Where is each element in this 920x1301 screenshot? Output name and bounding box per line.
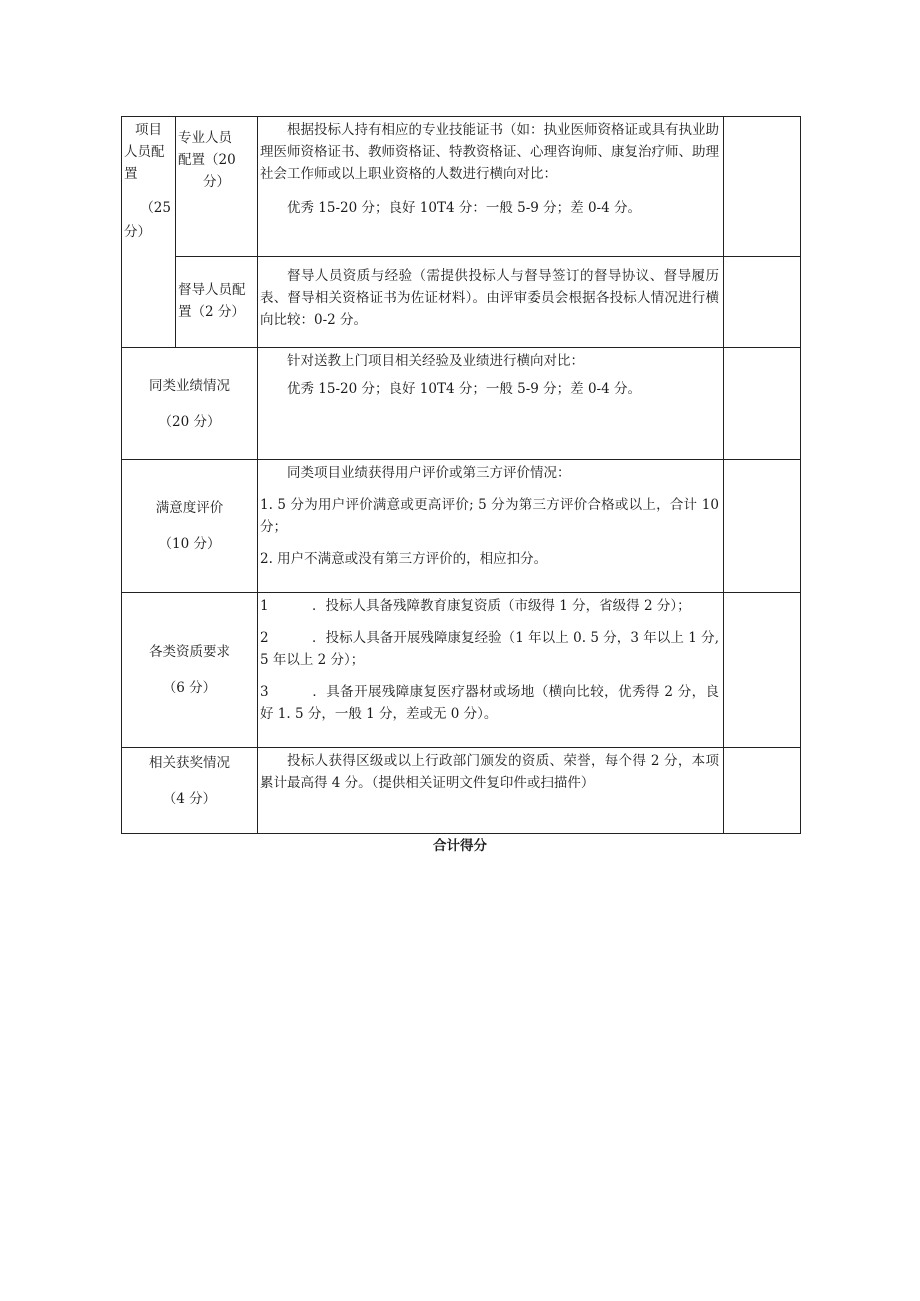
score-cell <box>724 748 801 834</box>
scoring-table <box>121 116 801 834</box>
table-row <box>122 748 801 834</box>
item-text: ．具备开展残障康复医疗器材或场地（横向比较，优秀得 2 分，良好 1. 5 分，一般 1 分，差或无 0 分）。 <box>260 684 719 722</box>
list-item <box>260 627 719 671</box>
qualification-criteria <box>258 593 724 748</box>
item-text: ．投标人具备开展残障康复经验（1 年以上 0. 5 分，3 年以上 1 分, 5 年以上 2 分）； <box>260 630 719 668</box>
category-title: 相关获奖情况 <box>149 755 230 771</box>
criteria-text: 1. 5 分为用户评价满意或更高评价; 5 分为第三方评价合格或以上，合计 10 分； <box>260 497 719 535</box>
criteria-text: 同类项目业绩获得用户评价或第三方评价情况： <box>287 465 571 481</box>
supervisor-criteria <box>258 257 724 348</box>
professional-label-line: 配置（20 <box>178 152 236 168</box>
personnel-category-cell <box>122 117 176 348</box>
category-line: 分） <box>124 224 151 240</box>
satisfaction-criteria <box>258 460 724 593</box>
professional-staff-criteria <box>258 117 724 257</box>
table-row <box>122 348 801 460</box>
supervisor-label-cell <box>176 257 258 348</box>
professional-label-line: 分） <box>203 174 230 190</box>
awards-criteria <box>258 748 724 834</box>
score-cell <box>724 348 801 460</box>
criteria-text: 投标人获得区级或以上行政部门颁发的资质、荣誉，每个得 2 分，本项累计最高得 4 分。（提供相关证明文件复印件或扫描件） <box>260 753 719 791</box>
criteria-text: 根据投标人持有相应的专业技能证书（如：执业医师资格证或具有执业助理医师资格证书、教师资格证、特教资格证、心理咨询师、康复治疗师、助理社会工作师或以上职业资格的人数进行横向对比： <box>260 122 719 182</box>
category-line: 人员配 <box>124 144 165 160</box>
supervisor-label-line: 督导人员配 <box>178 282 246 298</box>
score-cell <box>724 257 801 348</box>
criteria-text: 优秀 15-20 分；良好 10T4 分；一般 5-9 分；差 0-4 分。 <box>287 381 641 397</box>
table-row <box>122 460 801 593</box>
table-row <box>122 117 801 257</box>
item-number: 3 <box>260 684 269 700</box>
category-title: 同类业绩情况 <box>149 377 230 394</box>
category-line: 项目 <box>135 122 162 138</box>
item-number: 1 <box>260 598 269 614</box>
score-cell <box>724 117 801 257</box>
item-text: ．投标人具备残障教育康复资质（市级得 1 分，省级得 2 分）； <box>312 598 691 614</box>
category-line: （25 <box>140 200 171 216</box>
list-item <box>260 595 719 617</box>
supervisor-label-line: 置（2 分） <box>178 304 245 320</box>
score-cell <box>724 460 801 593</box>
criteria-text: 优秀 15-20 分；良好 10T4 分：一般 5-9 分；差 0-4 分。 <box>287 200 641 216</box>
item-number: 2 <box>260 630 269 646</box>
list-item <box>260 681 719 725</box>
criteria-text: 督导人员资质与经验（需提供投标人与督导签订的督导协议、督导履历表、督导相关资格证书为佐证材料）。由评审委员会根据各投标人情况进行横向比较：0-2 分。 <box>260 268 719 328</box>
category-score: （10 分） <box>158 536 221 552</box>
score-cell <box>724 593 801 748</box>
table-row <box>122 257 801 348</box>
category-score: （6 分） <box>162 680 217 696</box>
total-score-label: 合计得分 <box>433 838 487 854</box>
awards-category-cell <box>122 748 258 834</box>
criteria-text: 针对送教上门项目相关经验及业绩进行横向对比： <box>287 353 584 369</box>
table-row <box>122 593 801 748</box>
criteria-text: 2. 用户不满意或没有第三方评价的，相应扣分。 <box>260 551 548 567</box>
performance-category-cell <box>122 348 258 460</box>
category-score: （4 分） <box>162 791 217 807</box>
category-score: （20 分） <box>158 413 221 430</box>
category-title: 各类资质要求 <box>149 644 230 660</box>
qualification-category-cell <box>122 593 258 748</box>
satisfaction-category-cell <box>122 460 258 593</box>
performance-criteria <box>258 348 724 460</box>
category-title: 满意度评价 <box>155 500 224 516</box>
professional-label-line: 专业人员 <box>178 130 232 146</box>
professional-staff-label-cell <box>176 117 258 257</box>
category-line: 置 <box>124 166 138 182</box>
